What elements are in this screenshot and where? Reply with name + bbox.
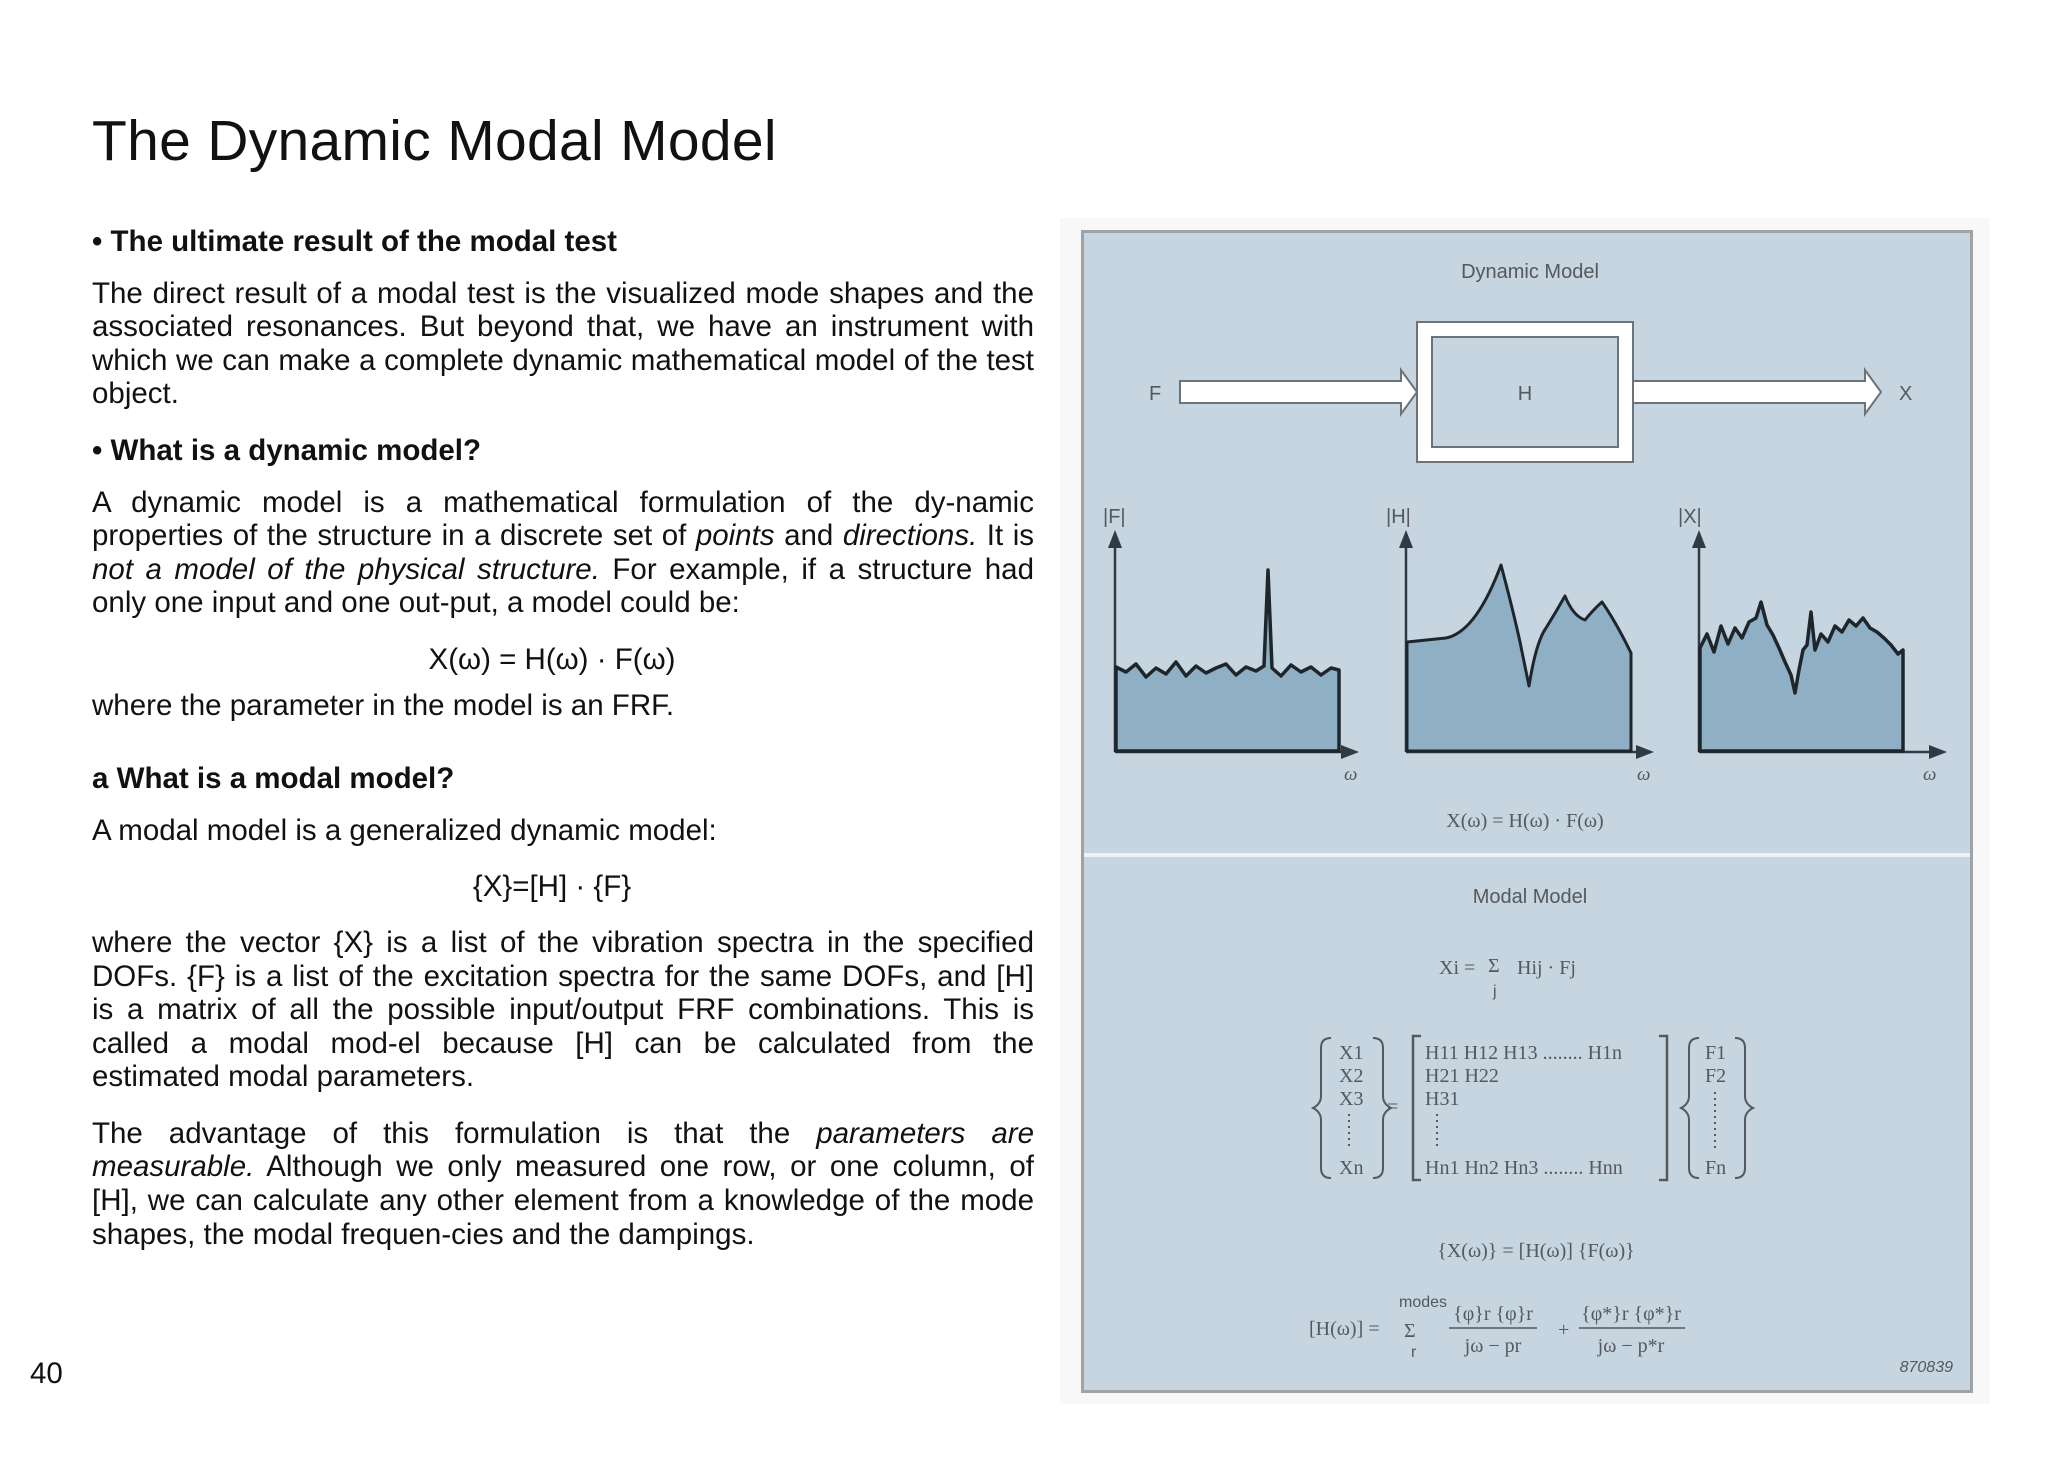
input-label-f: F	[1149, 383, 1162, 405]
matrix-h-row1: H11 H12 H13 ........ H1n	[1425, 1042, 1623, 1064]
term1-denominator: jω − pr	[1464, 1335, 1522, 1357]
plot-x-axis-omega: ω	[1923, 764, 1937, 785]
modes-label: modes	[1399, 1294, 1448, 1311]
modal-model-title: Modal Model	[1472, 886, 1588, 908]
plot-label-h: |H|	[1386, 506, 1411, 528]
term2-numerator: {φ*}r {φ*}r	[1581, 1303, 1681, 1325]
modal-model-figure	[1081, 230, 1973, 1393]
sum-index-j: j	[1493, 983, 1497, 1000]
paragraph-direct-result: The direct result of a modal test is the visualized mode shapes and the associated resonances. But beyond that, we have an instrument with which we can make a complete dynamic mathematical model of the test object.	[92, 276, 1034, 411]
matrix-h	[1413, 1036, 1667, 1180]
term2-denominator: jω − p*r	[1597, 1335, 1665, 1357]
vector-equation: {X(ω)} = [H(ω)] {F(ω)}	[1437, 1240, 1635, 1262]
plot-h-axis-omega: ω	[1637, 764, 1651, 785]
plot-f-axis-omega: ω	[1344, 764, 1358, 785]
equation-modal-matrix: {X}=[H] · {F}	[472, 870, 632, 904]
figure-code: 870839	[1899, 1359, 1953, 1376]
section-heading-modal-model: a What is a modal model?	[92, 762, 455, 796]
matrix-h-rown: Hn1 Hn2 Hn3 ........ Hnn	[1425, 1157, 1623, 1179]
page-title: The Dynamic Modal Model	[92, 109, 777, 173]
dynamic-equation: X(ω) = H(ω) · F(ω)	[1446, 810, 1604, 832]
paragraph-frf-parameter: where the parameter in the model is an FRF.	[92, 688, 675, 722]
matrix-f1: F1	[1705, 1042, 1727, 1064]
sum-equation-lhs: Xi =	[1439, 957, 1476, 979]
input-arrow	[1180, 370, 1417, 414]
matrix-f-vector	[1681, 1038, 1753, 1179]
output-label-x: X	[1899, 383, 1913, 405]
matrix-h-row2: H21 H22	[1425, 1065, 1499, 1087]
section-heading-ultimate-result: • The ultimate result of the modal test	[92, 225, 618, 258]
dynamic-model-title: Dynamic Model	[1461, 261, 1599, 283]
output-arrow	[1633, 370, 1881, 414]
paragraph-advantage: The advantage of this formulation is that the parameters are measurable. Although we only measured one row, or one column, of [H], we can calculate any other element from a knowledge of the mode shapes, the modal frequen-cies and the dampings.	[92, 1116, 1034, 1251]
page-number: 40	[30, 1357, 63, 1390]
matrix-h-row3: H31	[1425, 1088, 1460, 1110]
section-heading-dynamic-model: • What is a dynamic model?	[92, 433, 481, 467]
matrix-x2: X2	[1339, 1065, 1364, 1087]
paragraph-vector-description: where the vector {X} is a list of the vibration spectra in the specified DOFs. {F} is a list of the excitation spectra for the same DOFs, and [H] is a matrix of all the possible input/output FRF combinations. This is called a modal mod-el because [H] can be calculated from the estimated modal parameters.	[92, 925, 1034, 1094]
matrix-x3: X3	[1339, 1088, 1364, 1110]
modes-sum-symbol: Σ	[1404, 1320, 1416, 1342]
sum-symbol: Σ	[1488, 955, 1500, 977]
matrix-xn: Xn	[1339, 1157, 1364, 1179]
plot-label-x: |X|	[1678, 506, 1702, 528]
matrix-x1: X1	[1339, 1042, 1364, 1064]
block-label-h: H	[1517, 383, 1533, 405]
mode-index-r: r	[1411, 1344, 1417, 1361]
term1-numerator: {φ}r {φ}r	[1453, 1303, 1533, 1325]
h-formula-lhs: [H(ω)] =	[1309, 1318, 1380, 1340]
plus-sign: +	[1558, 1319, 1570, 1341]
sum-equation-rhs: Hij · Fj	[1517, 957, 1576, 979]
matrix-fn: Fn	[1705, 1157, 1727, 1179]
plot-x-spectrum	[1700, 602, 1903, 751]
paragraph-dynamic-model-definition: A dynamic model is a mathematical formulation of the dy-namic properties of the structure in a discrete set of points and directions. It is not a model of the physical structure. For example, if a structure had only one input and one out-put, a model could be:	[92, 485, 1034, 620]
plot-label-f: |F|	[1103, 506, 1126, 528]
equation-frf: X(ω) = H(ω) · F(ω)	[428, 642, 676, 676]
text-column	[92, 225, 1034, 1274]
matrix-equals: =	[1387, 1096, 1399, 1118]
paragraph-modal-model-intro: A modal model is a generalized dynamic model:	[92, 813, 717, 847]
plot-f-spectrum	[1116, 570, 1339, 751]
matrix-f2: F2	[1705, 1065, 1727, 1087]
plot-h-frf-curve	[1407, 565, 1631, 751]
matrix-x-vector	[1313, 1038, 1391, 1179]
